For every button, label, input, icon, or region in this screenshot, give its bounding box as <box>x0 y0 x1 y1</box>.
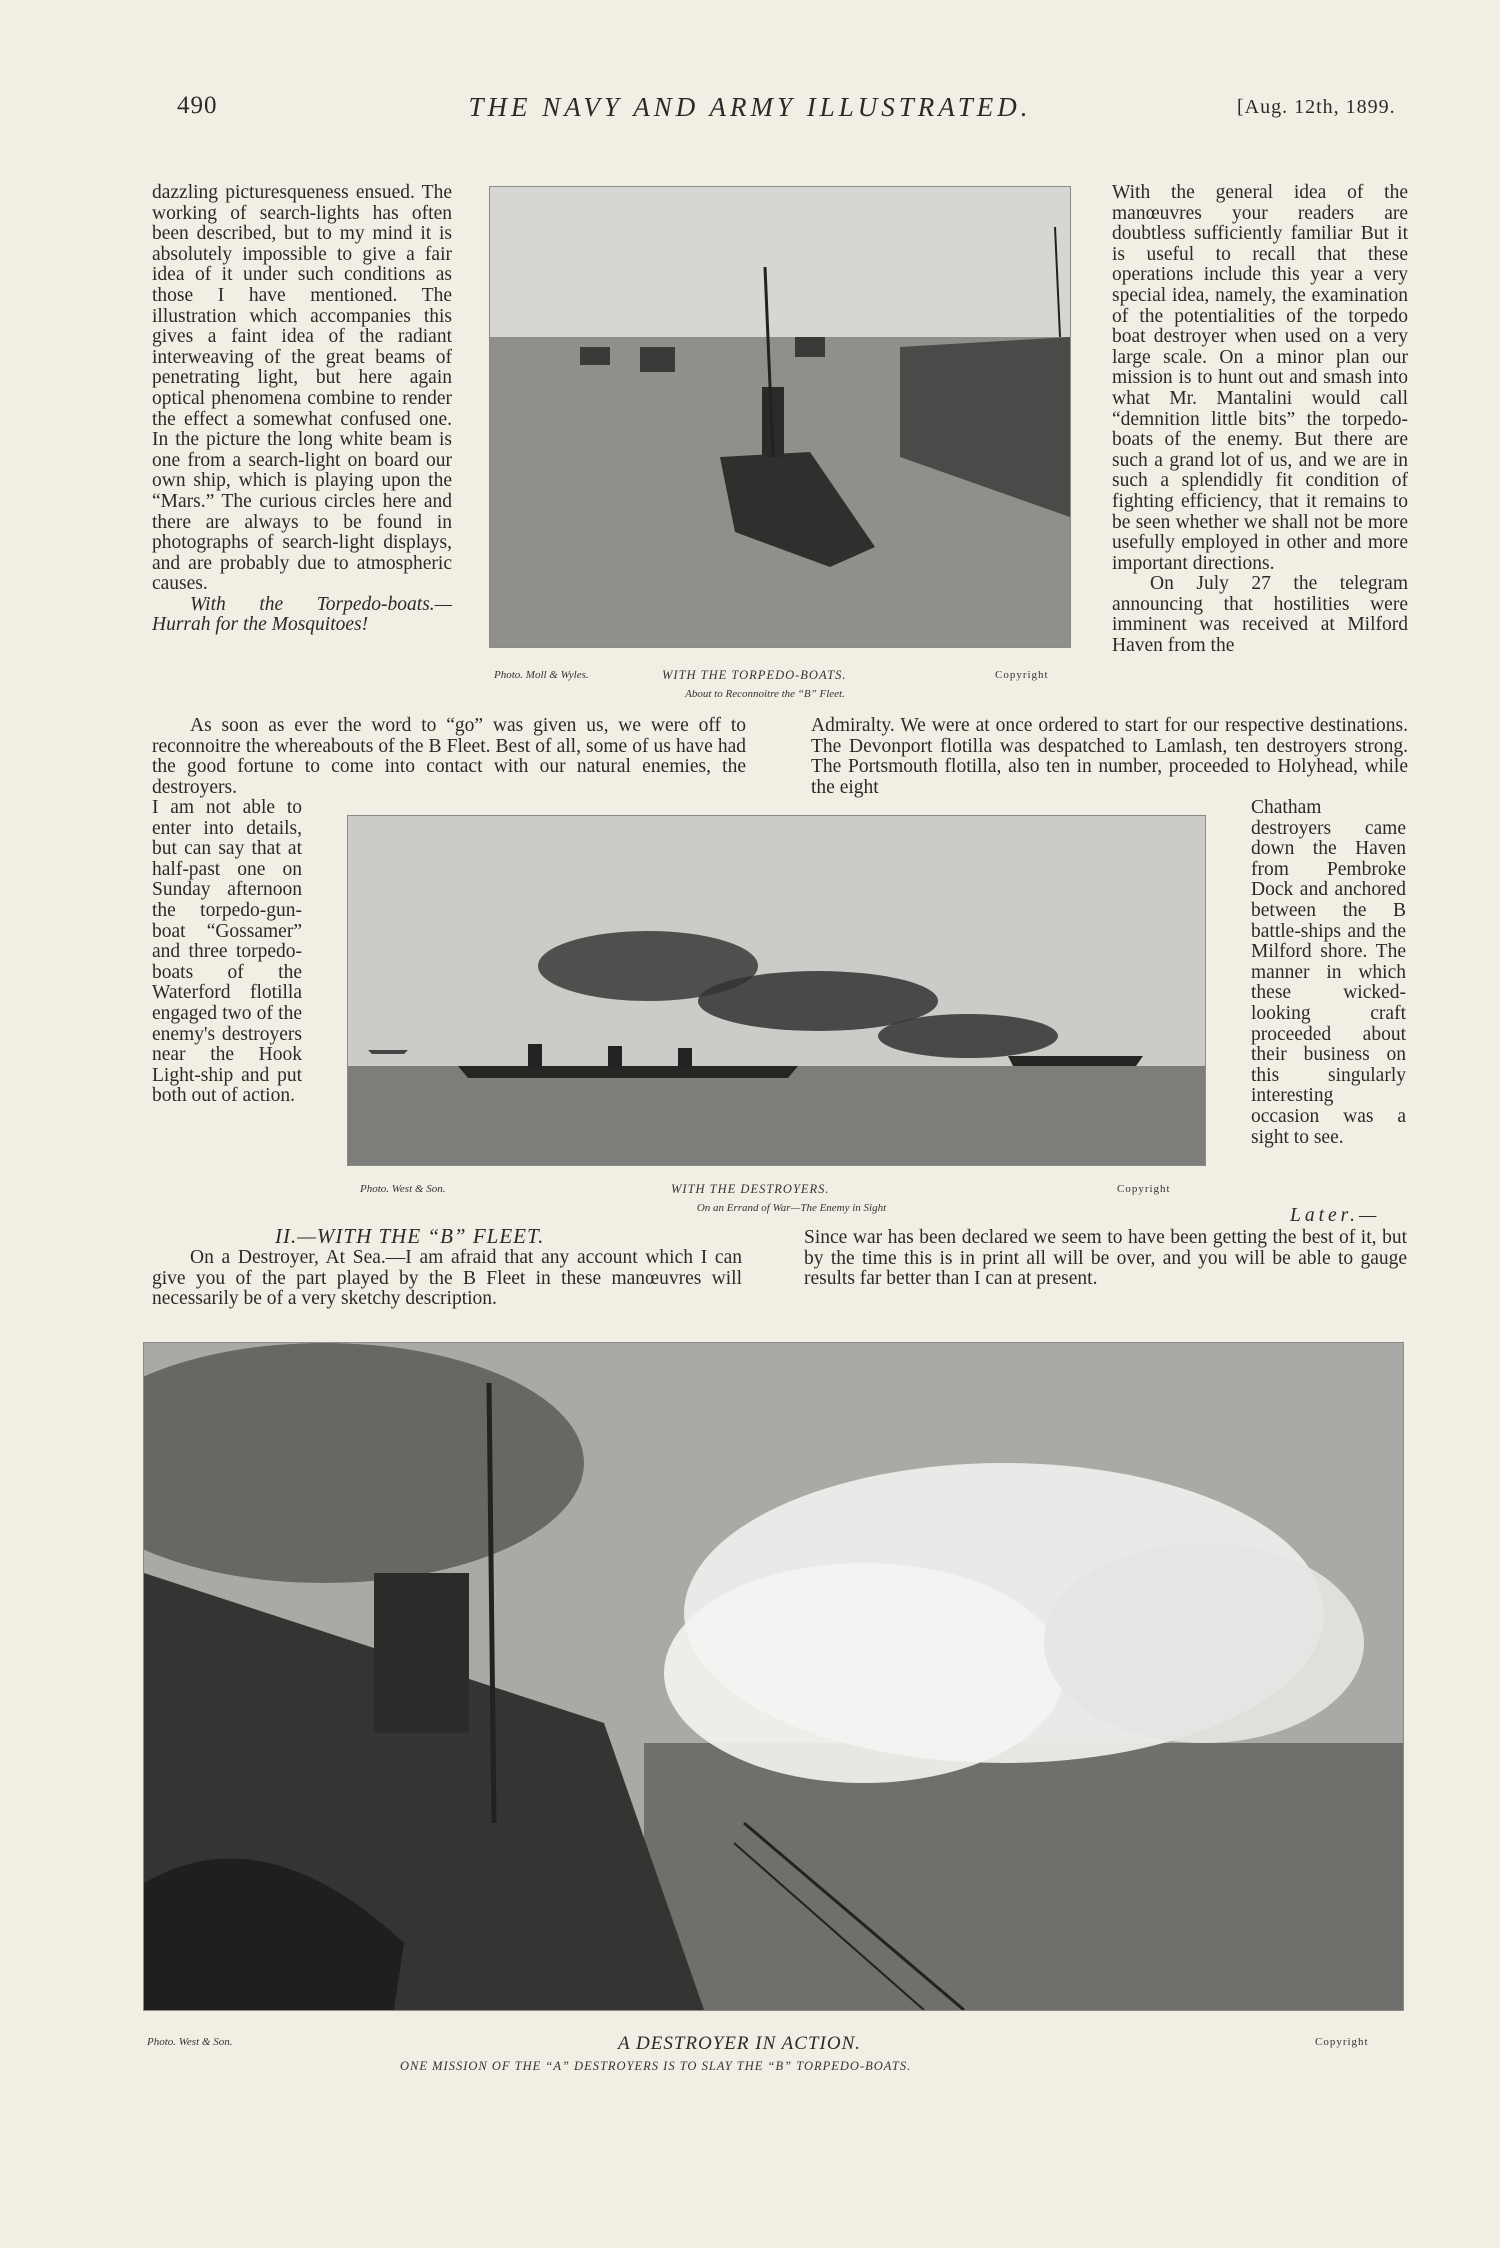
destroyers-at-sea-illustration <box>348 816 1205 1165</box>
paragraph: As soon as ever the word to “go” was given us, we were off to reconnoitre the whereabouts of the B Fleet. Best of all, some of us have had the good fortune to come into contact with our natural enemies, the destroyers. <box>152 715 746 798</box>
paragraph: On a Destroyer, At Sea.—I am afraid that any account which I can give you of the part played by the B Fleet in these manœuvres will necessarily be of a very sketchy description. <box>152 1247 742 1310</box>
column-narrow-left <box>152 798 302 1107</box>
photo-destroyers <box>347 815 1206 1166</box>
column-left-top <box>152 183 452 636</box>
paragraph-mid-left <box>152 716 746 798</box>
column-narrow-right <box>1251 798 1406 1148</box>
section-heading: II.—WITH THE “B” FLEET. <box>275 1224 545 1248</box>
subheading-torpedo-boats: With the Torpedo-boats.— Hurrah for the Mosquitoes! <box>152 593 452 636</box>
paragraph: dazzling picturesqueness ensued. The working of search-lights has often been described, but to my mind it is absolutely impossible to give a fair idea of it under such conditions as those I have mentioned. The illustration which accompanies this gives a faint idea of the radiant interweaving of the great beams of penetrating light, but here again optical phenomena combine to render the effect a somewhat confused one. In the picture the long white beam is one from a search-light on board our own ship, which is playing upon the “Mars.” The curious circles here and there are always to be found in photographs of search-light displays, and are probably due to atmospheric causes. <box>152 182 452 595</box>
destroyer-firing-illustration <box>144 1343 1403 2010</box>
paragraph: I am not able to enter into details, but can say that at half-past one on Sunday afternoon the torpedo-gun-boat “Gossamer” and three torpedo-boats of the Waterford flotilla engaged two of the enemy's destroyers near the Hook Light-ship and put both out of action. <box>152 797 302 1107</box>
figure1-copyright: Copyright <box>995 669 1049 681</box>
figure3-copyright: Copyright <box>1315 2036 1369 2048</box>
paragraph: Chatham destroyers came down the Haven from Pembroke Dock and anchored between the B battle-ships and the Milford shore. The manner in which these wicked-looking craft proceeded about their business on this singularly interesting occasion was a sight to see. <box>1251 797 1406 1148</box>
figure2-credit: Photo. West & Son. <box>360 1183 446 1195</box>
figure3-title: A DESTROYER IN ACTION. <box>618 2033 861 2054</box>
figure2-copyright: Copyright <box>1117 1183 1171 1195</box>
paragraph: Since war has been declared we seem to have been getting the best of it, but by the time this is in print all will be over, and you will be able to gauge results far better than I can at present. <box>804 1227 1407 1290</box>
page-number: 490 <box>177 92 218 119</box>
paragraph-bottom-right <box>804 1228 1407 1290</box>
figure1-subtitle: About to Reconnoitre the “B” Fleet. <box>685 688 845 700</box>
paragraph: With the general idea of the manœuvres your readers are doubtless sufficiently familiar But it is useful to recall that these operations include this year a very special idea, namely, the examination of the potentialities of the torpedo boat destroyer when used on a very large scale. On a minor plan our mission is to hunt out and smash into what Mr. Mantalini would call “demnition little bits” the torpedo-boats of the enemy. But there are such a grand lot of us, and we are in such a splendidly fit condition of fighting efficiency, that it remains to be seen whether we shall not be more usefully employed in other and more important directions. <box>1112 182 1408 574</box>
paragraph: On July 27 the telegram announcing that hostilities were imminent was received at Milford Haven from the <box>1112 573 1408 657</box>
figure1-title: WITH THE TORPEDO-BOATS. <box>662 668 847 682</box>
figure2-title: WITH THE DESTROYERS. <box>671 1182 830 1196</box>
paragraph-bottom-left <box>152 1248 742 1310</box>
figure2-subtitle: On an Errand of War—The Enemy in Sight <box>696 1202 887 1214</box>
magazine-title: THE NAVY AND ARMY ILLUSTRATED. <box>468 92 1032 122</box>
figure3-subtitle: ONE MISSION OF THE “A” DESTROYERS IS TO SLAY THE “B” TORPEDO-BOATS. <box>400 2059 912 2073</box>
column-right-top <box>1112 183 1408 657</box>
issue-date: [Aug. 12th, 1899. <box>1237 96 1396 118</box>
paragraph-mid-right <box>811 716 1408 798</box>
paragraph: Admiralty. We were at once ordered to start for our respective destinations. The Devonport flotilla was despatched to Lamlash, ten destroyers strong. The Portsmouth flotilla, also ten in number, proceeded to Holyhead, while the eight <box>811 715 1408 798</box>
torpedo-boat-harbour-illustration <box>490 187 1070 647</box>
figure3-credit: Photo. West & Son. <box>147 2036 233 2048</box>
figure1-credit: Photo. Moll & Wyles. <box>494 669 589 681</box>
photo-destroyer-in-action <box>143 1342 1404 2011</box>
later-heading: Later.— <box>1290 1205 1381 1226</box>
photo-torpedo-boats <box>489 186 1071 648</box>
